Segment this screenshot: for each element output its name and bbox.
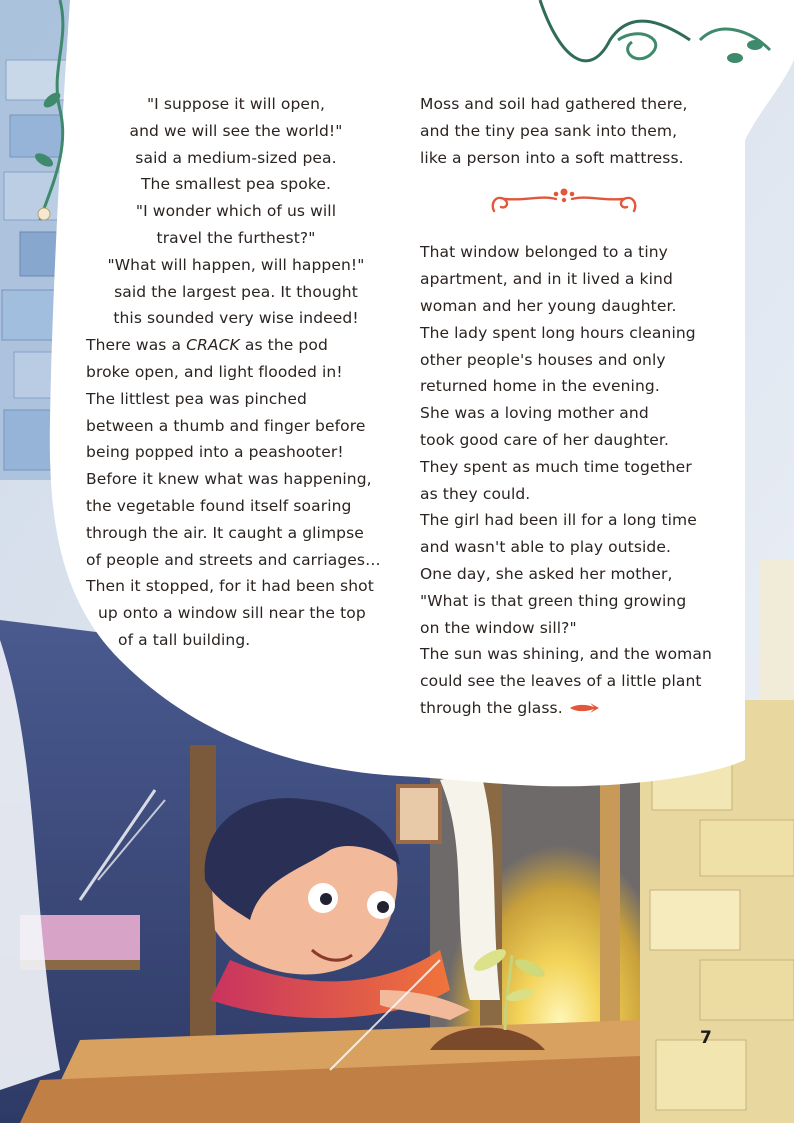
text-line: other people's houses and only	[420, 350, 666, 369]
text-line: said a medium-sized pea.	[135, 148, 337, 167]
text-line: on the window sill?"	[420, 618, 577, 637]
paragraph-8	[420, 239, 720, 400]
text-line: as they could.	[420, 484, 531, 503]
paragraph-4	[86, 332, 386, 386]
text-line: the vegetable found itself soaring	[86, 496, 352, 515]
text-line: The lady spent long hours cleaning	[420, 323, 696, 342]
text-line: returned home in the evening.	[420, 377, 660, 396]
text-line: "What will happen, will happen!"	[107, 255, 365, 274]
text-line: like a person into a soft mattress.	[420, 148, 684, 167]
text-line: and we will see the world!"	[129, 121, 343, 140]
paragraph-5	[86, 386, 386, 466]
text-line: Moss and soil had gathered there,	[420, 95, 688, 113]
paragraph-11	[420, 641, 720, 721]
text-line	[420, 695, 720, 722]
text-line: this sounded very wise indeed!	[113, 309, 359, 328]
text-line: "I suppose it will open,	[146, 95, 326, 113]
text-line: The smallest pea spoke.	[140, 175, 332, 194]
left-column	[86, 91, 386, 654]
text-line: The sun was shining, and the woman	[420, 645, 712, 664]
paragraph-7	[420, 91, 720, 171]
text-fragment: through the glass.	[420, 698, 563, 717]
page-number: 7	[700, 1028, 712, 1048]
emphasis-crack: CRACK	[186, 336, 240, 355]
text-line: up onto a window sill near the top	[98, 604, 366, 623]
paragraph-6	[86, 466, 386, 654]
text-line: said the largest pea. It thought	[114, 282, 358, 301]
text-line: "I wonder which of us will	[135, 202, 337, 221]
text-line: through the air. It caught a glimpse	[86, 523, 364, 542]
text-line: One day, she asked her mother,	[420, 564, 673, 583]
paragraph-9	[420, 400, 720, 507]
text-line: Before it knew what was happening,	[86, 470, 372, 489]
text-line: broke open, and light flooded in!	[86, 362, 343, 381]
text-line: and the tiny pea sank into them,	[420, 121, 678, 140]
text-fragment: as the pod	[239, 336, 328, 355]
text-line: That window belonged to a tiny	[420, 243, 668, 262]
text-line: of a tall building.	[118, 630, 251, 649]
text-line: She was a loving mother and	[420, 404, 649, 423]
paragraph-1	[86, 91, 386, 171]
text-line: took good care of her daughter.	[420, 430, 669, 449]
text-line: Then it stopped, for it had been shot	[86, 577, 374, 596]
paragraph-2	[86, 171, 386, 251]
text-line: The littlest pea was pinched	[86, 389, 307, 408]
text-line: They spent as much time together	[420, 457, 692, 476]
text-line: travel the furthest?"	[156, 228, 316, 247]
text-line: The girl had been ill for a long time	[420, 511, 697, 530]
ornament-divider-icon	[486, 183, 642, 219]
text-line: could see the leaves of a little plant	[420, 672, 702, 691]
paragraph-10	[420, 507, 720, 641]
text-fragment: There was a	[86, 336, 187, 355]
text-line	[86, 332, 386, 359]
text-line: "What is that green thing growing	[420, 591, 687, 610]
text-line: woman and her young daughter.	[420, 296, 677, 315]
paragraph-3	[86, 252, 386, 332]
text-line: of people and streets and carriages…	[86, 550, 381, 569]
end-arrow-icon	[568, 701, 600, 715]
text-line: and wasn't able to play outside.	[420, 538, 672, 557]
text-line: apartment, and in it lived a kind	[420, 270, 673, 289]
text-line: being popped into a peashooter!	[86, 443, 344, 462]
text-line: between a thumb and finger before	[86, 416, 366, 435]
